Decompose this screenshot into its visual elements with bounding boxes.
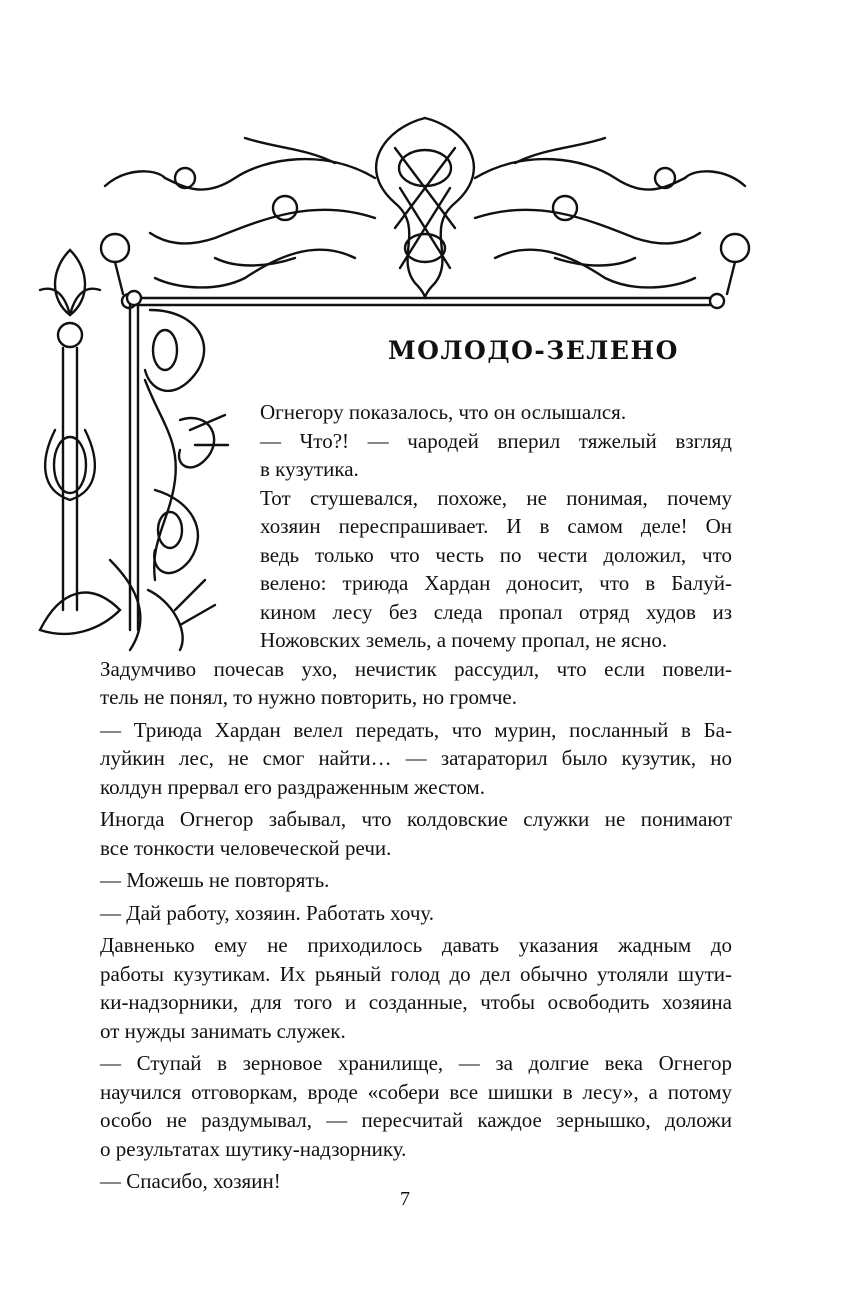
text-line: — Можешь не повторять. [100, 868, 330, 892]
text-line: Задумчиво почесав ухо, нечистик рассудил, что если повели- [100, 656, 732, 681]
text-line: — Ступай в зерновое хранилище, — за долгие века Огнегор [100, 1051, 732, 1075]
text-line: ведь только что честь по чести доложил, что [260, 542, 732, 567]
text-line: Иногда Огнегор забывал, что колдовские служки не понимают [100, 807, 732, 831]
text-line: луйкин лес, не смог найти… — затараторил было кузутик, но [100, 746, 732, 770]
text-line: о результатах шутику-надзорнику. [100, 1136, 407, 1161]
text-line: в кузутика. [260, 457, 359, 481]
body-text [100, 398, 732, 1196]
text-line: колдун прервал его раздраженным жестом. [100, 774, 485, 799]
text-line: все тонкости человеческой речи. [100, 835, 392, 860]
text-line: — Спасибо, хозяин! [100, 1169, 281, 1193]
page-number: 7 [400, 1188, 410, 1210]
text-line: — Что?! — чародей вперил тяжелый взгляд [260, 428, 732, 453]
text-line: научился отговоркам, вроде «собери все шишки в лесу», а потому [100, 1079, 732, 1104]
text-line: — Триюда Хардан велел передать, что мурин, посланный в Ба- [100, 717, 732, 742]
text-line: Тот стушевался, похоже, не понимая, почему [260, 485, 732, 510]
text-line: — Дай работу, хозяин. Работать хочу. [100, 900, 435, 925]
text-line: кином лесу без следа пропал отряд худов из [260, 599, 732, 624]
text-line: Ножовских земель, а почему пропал, не ясно. [260, 628, 668, 652]
text-line: велено: триюда Хардан доносит, что в Балуй- [260, 571, 732, 595]
text-line: ки-надзорники, для того и созданные, чтобы освободить хозяина [100, 990, 732, 1014]
text-line: хозяин переспрашивает. И в самом деле! Он [260, 514, 732, 538]
text-line: особо не раздумывал, — пересчитай каждое зернышко, доложи [100, 1108, 732, 1132]
text-line: Огнегору показалось, что он ослышался. [260, 400, 627, 424]
chapter-title: МОЛОДО-ЗЕЛЕНО [388, 336, 679, 365]
text-line: тель не понял, то нужно повторить, но громче. [100, 685, 517, 709]
text-line: работы кузутикам. Их рьяный голод до дел обычно утоляли шути- [100, 961, 732, 986]
text-line: от нужды занимать служек. [100, 1018, 346, 1043]
text-line: Давненько ему не приходилось давать указания жадным до [100, 933, 732, 957]
